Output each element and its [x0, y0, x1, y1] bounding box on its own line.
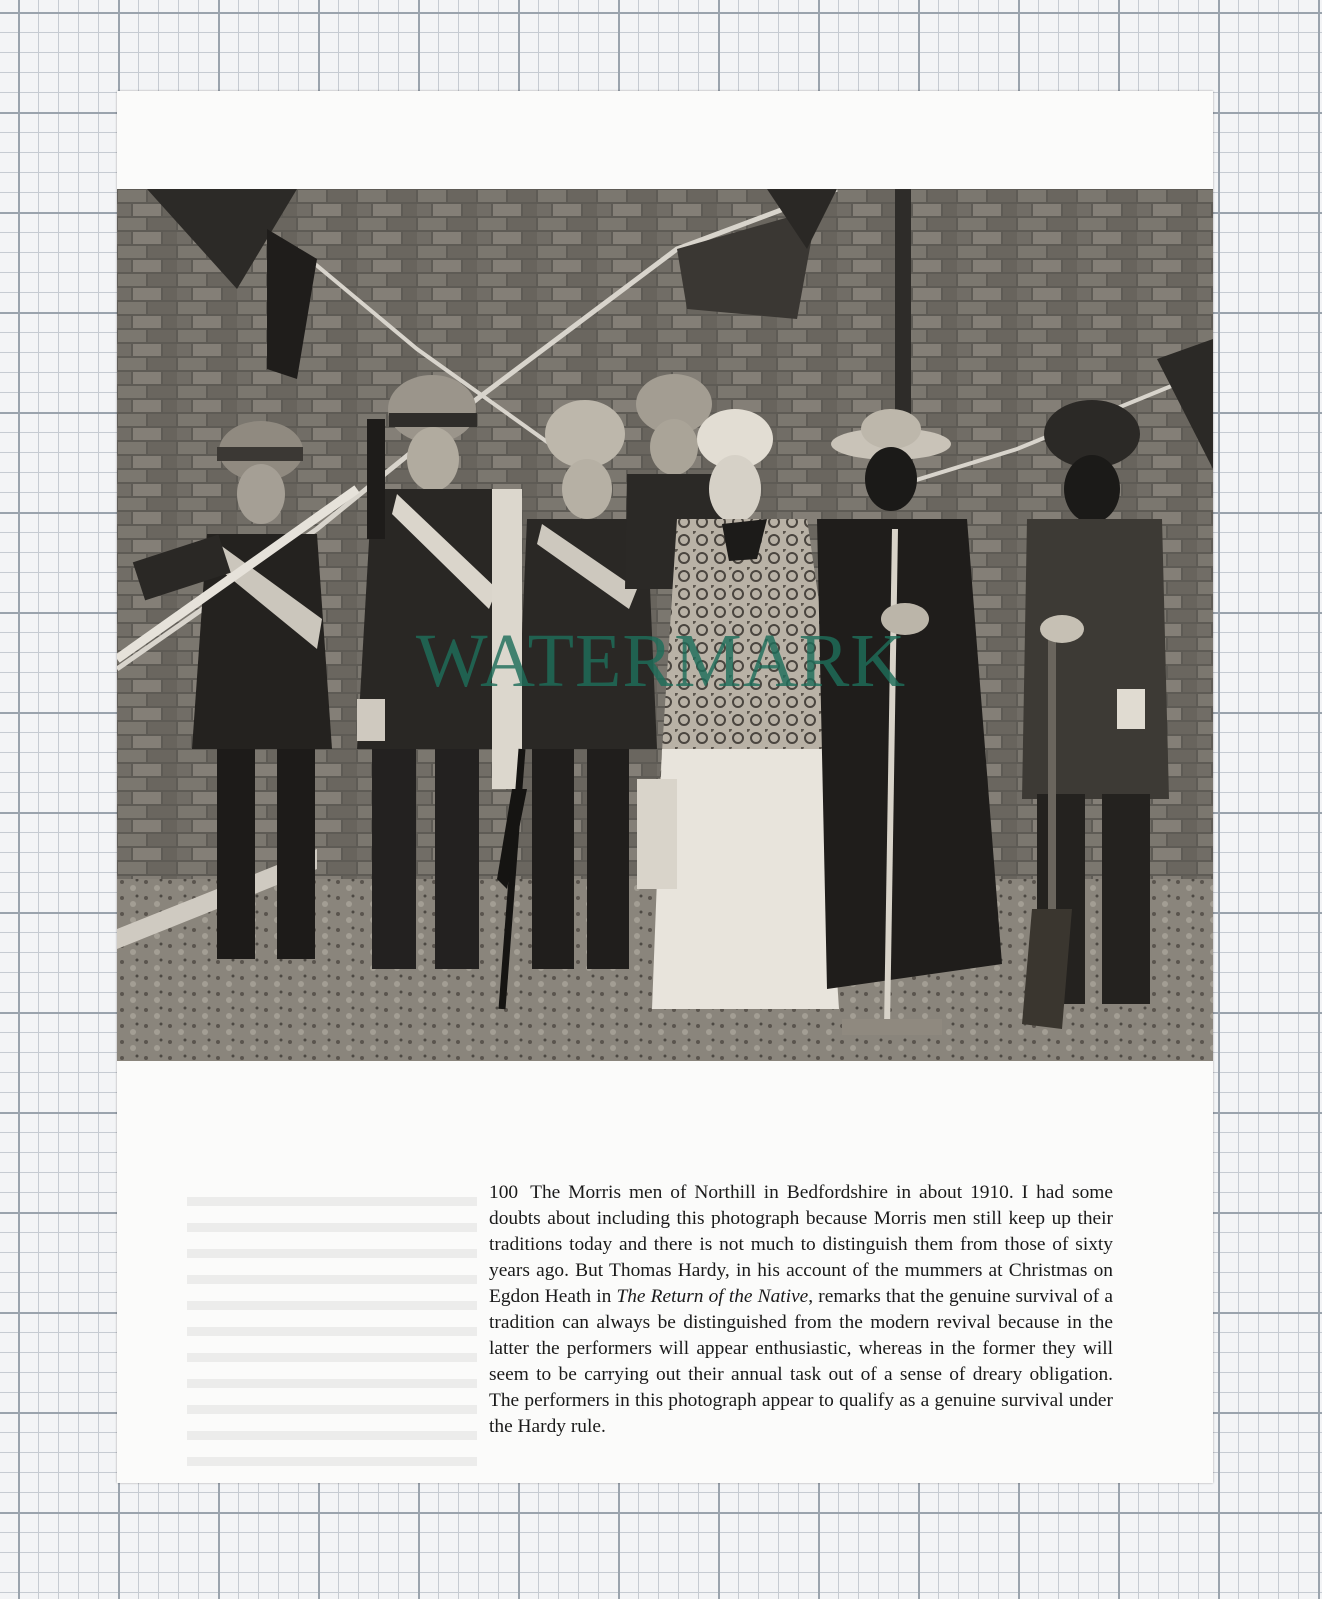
figure-number: 100 [489, 1182, 519, 1203]
caption-text-2: , remarks that the genuine survival of a tradition can always be distinguished from the modern revival because in the latter the performers will appear enthusiastic, whereas in the former they will seem to be carrying out their annual task out of a sense of dreary obligation. The performers in this photograph appear to qualify as a genuine survival under the Hardy rule. [489, 1286, 1114, 1437]
show-through-text [187, 1180, 477, 1466]
magazine-clipping [117, 91, 1213, 1483]
photo-caption [489, 1180, 1113, 1440]
caption-text-1: The Morris men of Northill in Bedfordshire in about 1910. I had some doubts about including this photograph because Morris men still keep up their traditions today and there is not much to distinguish them from those of sixty years ago. But Thomas Hardy, in his account of the mummers at Christmas on Egdon Heath in [489, 1182, 1113, 1307]
photograph-morris-men-icon [117, 189, 1213, 1061]
watermark-text: WATERMARK [415, 619, 907, 703]
photograph [117, 189, 1213, 1061]
book-title: The Return of the Native [616, 1286, 809, 1307]
